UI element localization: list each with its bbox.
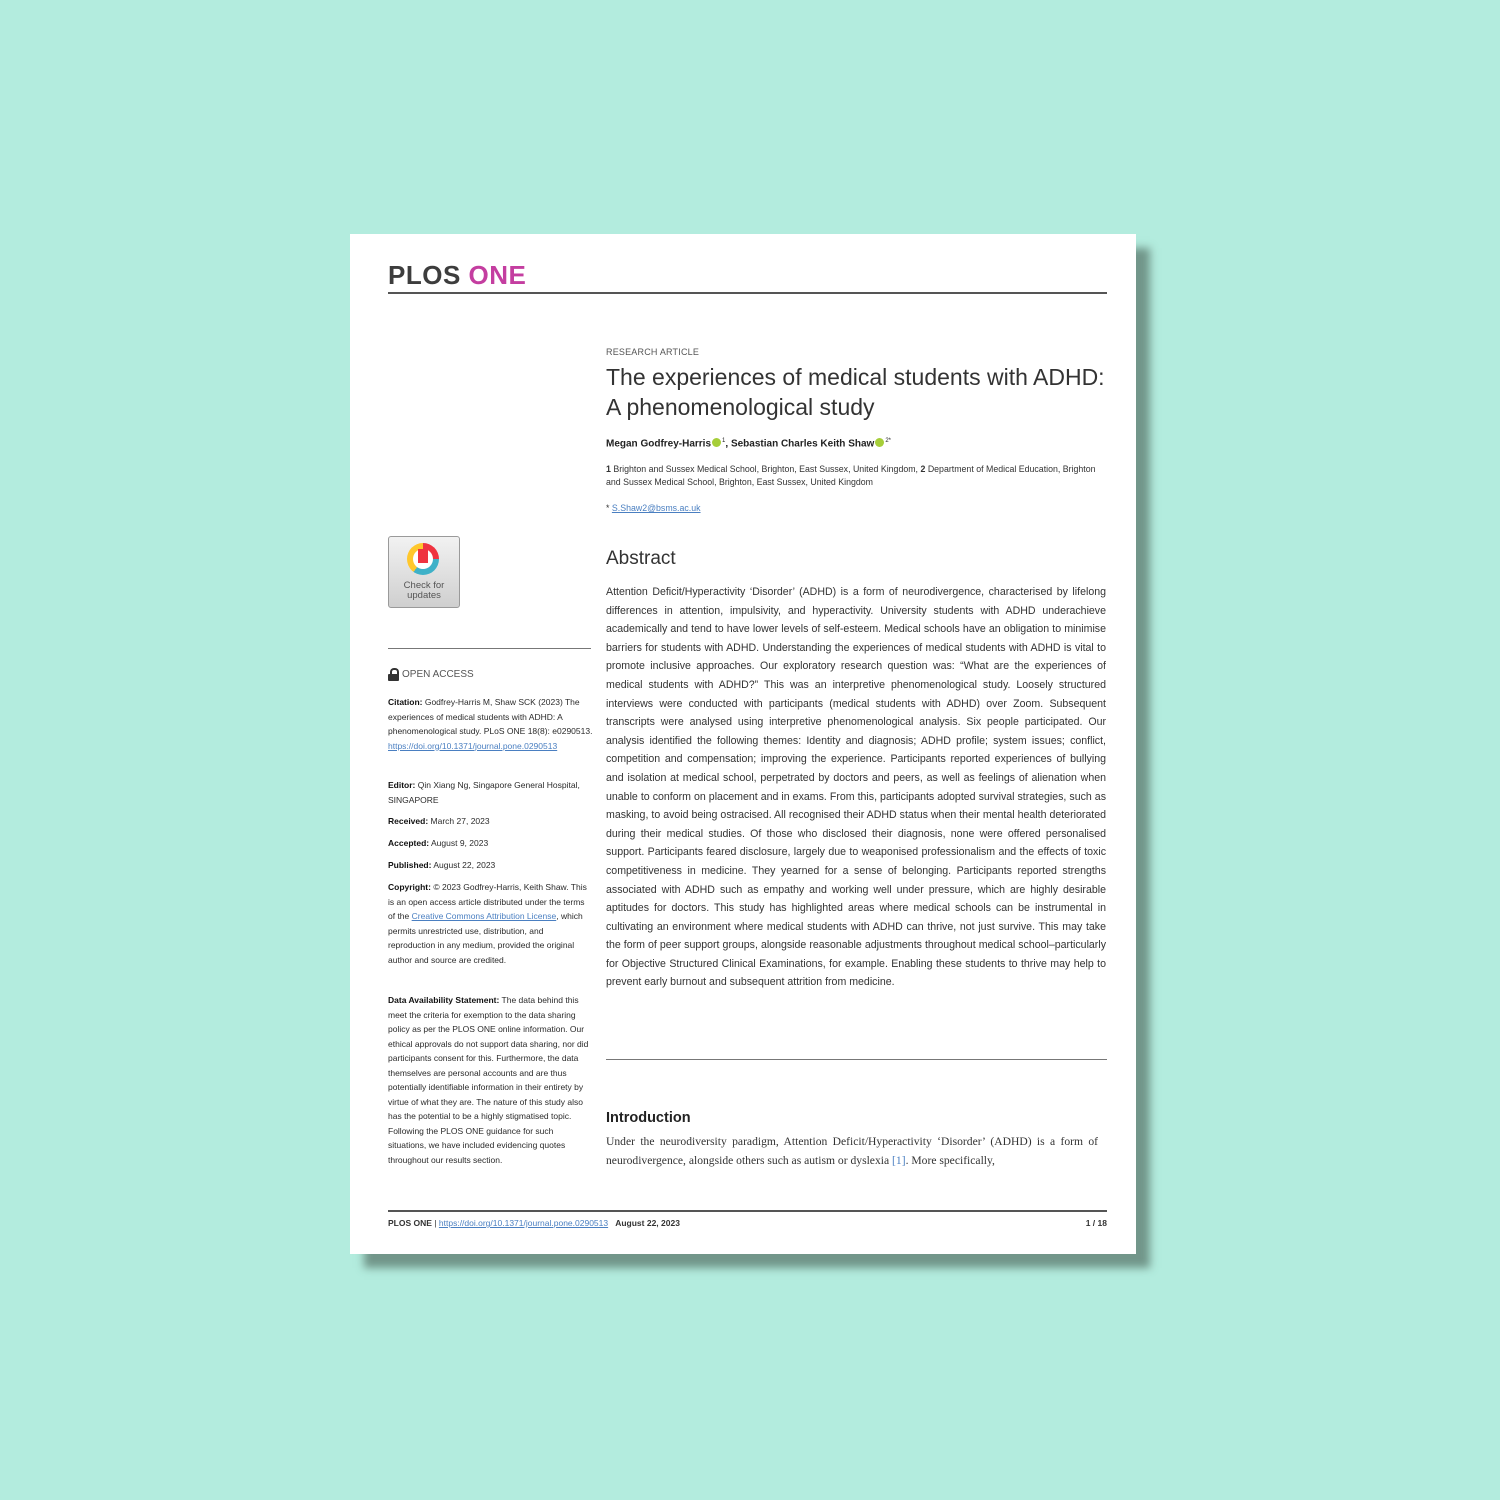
footer-date: August 22, 2023 — [615, 1218, 680, 1228]
accepted-label: Accepted: — [388, 838, 430, 848]
footer-journal: PLOS ONE — [388, 1218, 432, 1228]
data-availability-label: Data Availability Statement: — [388, 995, 500, 1005]
bookmark-icon — [418, 549, 428, 563]
author-1-name[interactable]: Megan Godfrey-Harris — [606, 438, 712, 450]
check-for-updates-button[interactable] — [388, 536, 460, 608]
received-label: Received: — [388, 816, 429, 826]
editor-label: Editor: — [388, 780, 416, 790]
journal-name-plos: PLOS — [388, 260, 461, 290]
accepted-block — [388, 836, 593, 851]
journal-logo — [388, 260, 526, 291]
introduction-text — [606, 1133, 1098, 1170]
citation-label: Citation: — [388, 697, 423, 707]
abstract-heading: Abstract — [606, 548, 676, 569]
abstract-rule — [606, 1059, 1107, 1060]
header-rule — [388, 292, 1107, 294]
editor-block — [388, 778, 593, 807]
copyright-text: © 2023 Godfrey-Harris, Keith Shaw. This is an open access article distributed under the terms of the — [388, 882, 587, 921]
data-availability-text: The data behind this meet the criteria for exemption to the data sharing policy as per the PLOS ONE online information. Our ethical approvals do not support data sharing, nor did participants consent for this. Furthermore, the data themselves are personal accounts and are thus potentially identifiable information in their entirety by virtue of what they are. The nature of this study also has the potential to be a highly stigmatised topic. Following the PLOS ONE guidance for such situations, we have included evidencing quotes throughout our results section. — [388, 995, 589, 1165]
copyright-label: Copyright: — [388, 882, 431, 892]
author-1-affil: 1 — [722, 438, 726, 444]
journal-name-one: ONE — [468, 260, 527, 290]
author-2-affil: 2* — [885, 438, 891, 444]
affiliations — [606, 463, 1106, 488]
paper-page — [350, 234, 1136, 1254]
footer-rule — [388, 1210, 1107, 1212]
citation-block — [388, 695, 593, 753]
accepted-date: August 9, 2023 — [431, 838, 489, 848]
footer-separator: | — [434, 1218, 437, 1228]
affiliation-2-text: Department of Medical Education, Brighton and Sussex Medical School, Brighton, East Sussex, United Kingdom — [606, 464, 1096, 487]
sidebar-rule — [388, 648, 591, 649]
article-type: RESEARCH ARTICLE — [606, 347, 700, 357]
open-access-label: OPEN ACCESS — [402, 669, 474, 680]
cc-license-link[interactable]: Creative Commons Attribution License — [411, 911, 557, 921]
copyright-text-2: , which permits unrestricted use, distribution, and reproduction in any medium, provided the original author and source are credited. — [388, 911, 583, 965]
article-title: The experiences of medical students with ADHD: A phenomenological study — [606, 364, 1105, 420]
author-2-name[interactable]: Sebastian Charles Keith Shaw — [730, 438, 875, 450]
published-label: Published: — [388, 860, 432, 870]
published-date: August 22, 2023 — [433, 860, 496, 870]
copyright-block — [388, 880, 593, 967]
open-access-badge — [388, 668, 474, 681]
received-block — [388, 814, 593, 829]
open-lock-icon — [388, 668, 399, 681]
citation-text: Godfrey-Harris M, Shaw SCK (2023) The experiences of medical students with ADHD: A phenomenological study. PLoS ONE 18(8): e0290513. — [388, 697, 593, 736]
abstract-text: Attention Deficit/Hyperactivity ‘Disorder’ (ADHD) is a form of neurodivergence, characterised by lifelong differences in attention, impulsivity, and hyperactivity. University students with ADHD underachieve academically and tend to have lower levels of self-esteem. Medical schools have an obligation to minimise barriers for students with ADHD. Understanding the experiences of medical students with ADHD is vital to promote inclusive approaches. Our exploratory research question was: “What are the experiences of medical students with ADHD?” This was an interpretive phenomenological study. Loosely structured interviews were conducted with participants (medical students with ADHD) over Zoom. Subsequent transcripts were analysed using interpretive phenomenological analysis. Six people participated. Our analysis identified the following themes: Identity and diagnosis; ADHD profile; system issues; conflict, competition and compensation; improving the experience. Participants reported experiences of bullying and isolation at medical school, perpetrated by doctors and peers, as well as feelings of alienation when unable to conform on placement and in exams. From this, participants adopted survival strategies, such as masking, to avoid being ostracised. All recognised their ADHD status when their mental health deteriorated during their medical studies. Of those who disclosed their diagnosis, none were offered personalised support. Participants feared disclosure, largely due to weaponised professionalism and the effects of toxic competitiveness in medicine. They yearned for a sense of belonging. Participants reported strengths associated with ADHD such as empathy and working well under pressure, which are highly desirable aptitudes for doctors. This study has highlighted areas where medical schools can be instrumental in cultivating an environment where medical students with ADHD can thrive, not just survive. This may take the form of peer support groups, alongside reasonable adjustments throughout medical school–particularly for Objective Structured Clinical Examinations, for example. Enabling these students to thrive may help to prevent early burnout and subsequent attrition from medicine. — [606, 586, 1106, 989]
affiliation-2-number: 2 — [920, 464, 926, 474]
page-number: 1 / 18 — [1085, 1218, 1107, 1228]
check-for-updates-line1: Check for — [403, 580, 445, 591]
orcid-icon[interactable] — [875, 438, 884, 447]
orcid-icon[interactable] — [712, 438, 721, 447]
author-list: Megan Godfrey-Harris $^1$, Sebastian Charles Keith Shaw $^{2*}$ — [606, 438, 891, 450]
check-for-updates-label — [389, 581, 459, 601]
editor-text: Qin Xiang Ng, Singapore General Hospital, SINGAPORE — [388, 780, 580, 805]
footer-doi-link[interactable]: https://doi.org/10.1371/journal.pone.0290513 — [438, 1218, 609, 1228]
corresponding-email-link[interactable]: S.Shaw2@bsms.ac.uk — [611, 503, 701, 513]
introduction-heading: Introduction — [606, 1110, 691, 1126]
page-footer — [388, 1218, 1107, 1228]
corresponding-author — [606, 503, 701, 513]
data-availability-block — [388, 993, 593, 1167]
citation-doi-link[interactable]: https://doi.org/10.1371/journal.pone.0290513 — [388, 740, 558, 751]
introduction-text-1: Under the neurodiversity paradigm, Attention Deficit/Hyperactivity ‘Disorder’ (ADHD) is a form of neurodivergence, alongside others such as autism or dyslexia — [606, 1135, 1098, 1167]
published-block — [388, 858, 593, 873]
reference-link[interactable]: [1] — [892, 1153, 906, 1167]
corresponding-mark: * — [606, 503, 610, 513]
introduction-text-2: . More specifically, — [905, 1153, 995, 1167]
affiliation-1-number: 1 — [606, 464, 611, 474]
check-for-updates-line2: updates — [407, 590, 441, 601]
received-date: March 27, 2023 — [430, 816, 490, 826]
affiliation-1-text: Brighton and Sussex Medical School, Brighton, East Sussex, United Kingdom, — [613, 464, 918, 474]
